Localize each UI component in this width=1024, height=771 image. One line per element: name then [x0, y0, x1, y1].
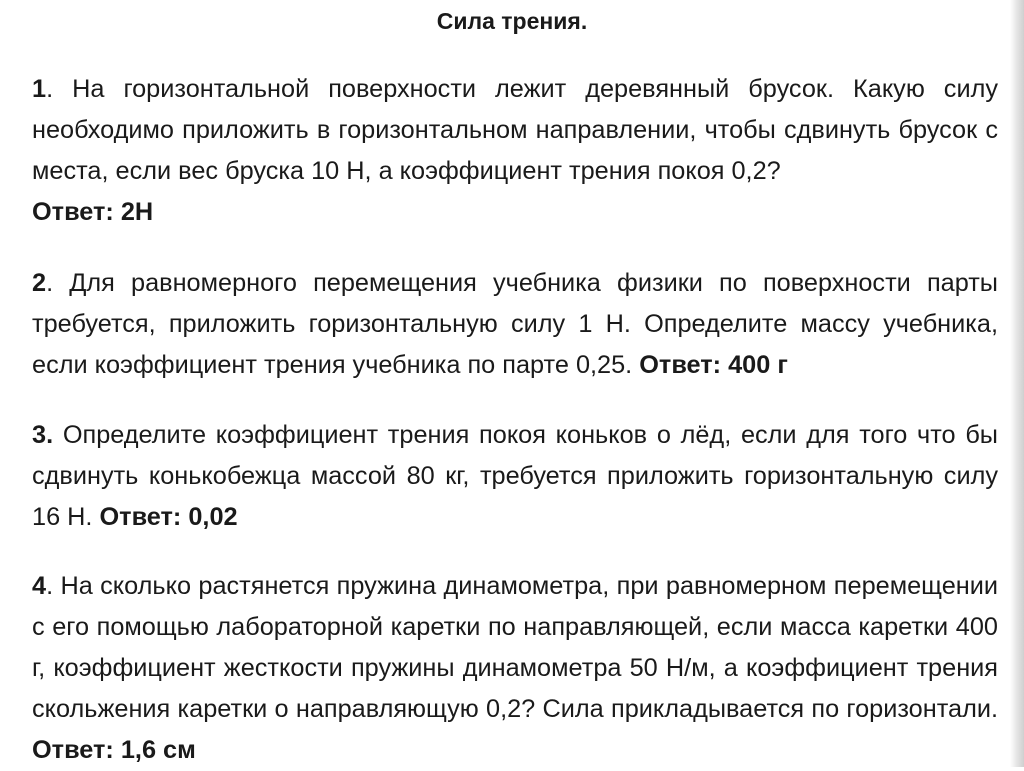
- problem-answer: Ответ: 2Н: [32, 198, 154, 226]
- problem-answer: Ответ: 0,02: [99, 503, 238, 531]
- problem-text: Для равномерного перемещения учебника физики по поверхности парты требуется, приложить горизонтальную силу 1 Н. Определите массу учебника, если коэффициент трения учебника по парте 0,25.: [32, 269, 998, 379]
- problem-number: 3.: [32, 421, 54, 449]
- problem-answer: Ответ: 400 г: [639, 351, 788, 379]
- problem-answer: Ответ: 1,6 см: [32, 736, 196, 764]
- problem-number: 2: [32, 269, 47, 297]
- problem-text: Определите коэффициент трения покоя коньков о лёд, если для того что бы сдвинуть конькобежца массой 80 кг, требуется приложить горизонтальную силу 16 Н.: [32, 421, 998, 531]
- problem-1: [32, 69, 998, 233]
- problem-3: [32, 415, 998, 538]
- slide-title: Сила трения.: [436, 8, 588, 34]
- problem-number-separator: .: [46, 269, 54, 297]
- problem-number: 4: [32, 572, 47, 600]
- slide-edge-shadow: [1010, 0, 1024, 767]
- problem-4: [32, 566, 998, 771]
- problem-number: 1: [32, 75, 47, 103]
- problem-text: На горизонтальной поверхности лежит деревянный брусок. Какую силу необходимо приложить в горизонтальном направлении, чтобы сдвинуть брусок с места, если вес бруска 10 Н, а коэффициент трения покоя 0,2?: [32, 75, 998, 185]
- problem-text: На сколько растянется пружина динамометра, при равномерном перемещении с его помощью лабораторной каретки по направляющей, если масса каретки 400 г, коэффициент жесткости пружины динамометра 50 Н/м, а коэффициент трения скольжения каретки о направляющую 0,2? Сила прикладывается по горизонтали.: [32, 572, 998, 723]
- problem-number-separator: .: [46, 75, 54, 103]
- problem-number-separator: .: [46, 572, 54, 600]
- problem-2: [32, 263, 998, 386]
